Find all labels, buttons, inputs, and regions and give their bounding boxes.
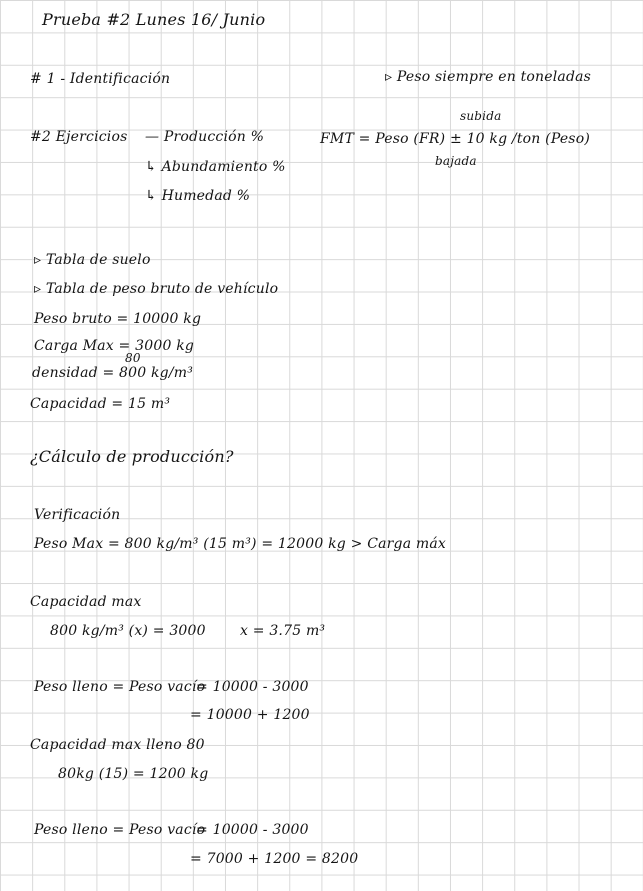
capacidad-max-2-line: 80kg (15) = 1200 kg — [58, 766, 209, 782]
exercise-item-produccion: — Producción % — [145, 129, 265, 145]
fmt-subida-label: subida — [460, 109, 502, 123]
peso-lleno-2-left: Peso lleno = Peso vacío — [34, 822, 206, 838]
capacidad-max-title: Capacidad max — [30, 594, 142, 610]
capacidad-max-result: x = 3.75 m³ — [240, 623, 326, 639]
peso-lleno-1-rhs1: = 10000 - 3000 — [196, 679, 309, 695]
peso-lleno-2-rhs1: = 10000 - 3000 — [196, 822, 309, 838]
exercise-item-abundamiento: ↳ Abundamiento % — [145, 159, 286, 175]
peso-lleno-1-rhs2: = 10000 + 1200 — [190, 707, 310, 723]
fmt-formula: FMT = Peso (FR) ± 10 kg /ton (Peso) — [320, 131, 590, 147]
table-item-peso-bruto: ▹ Tabla de peso bruto de vehículo — [34, 281, 279, 297]
spec-density-correction: 80 — [125, 351, 141, 365]
capacidad-max-equation: 800 kg/m³ (x) = 3000 — [50, 623, 206, 639]
spec-capacidad: Capacidad = 15 m³ — [30, 396, 171, 412]
production-question: ¿Cálculo de producción? — [30, 447, 234, 466]
page-title: Prueba #2 Lunes 16/ Junio — [42, 10, 266, 29]
exercise-item-humedad: ↳ Humedad % — [145, 188, 251, 204]
spec-peso-bruto: Peso bruto = 10000 kg — [34, 311, 202, 327]
peso-lleno-1-left: Peso lleno = Peso vacío — [34, 679, 206, 695]
peso-lleno-2-rhs2: = 7000 + 1200 = 8200 — [190, 851, 359, 867]
spec-carga-max: Carga Max = 3000 kg — [34, 338, 195, 354]
fmt-bajada-label: bajada — [435, 154, 477, 168]
capacidad-max-2-title: Capacidad max lleno 80 — [30, 737, 205, 753]
table-item-suelo: ▹ Tabla de suelo — [34, 252, 151, 268]
tonnage-note: ▹ Peso siempre en toneladas — [385, 69, 592, 85]
section-2-label: #2 Ejercicios — [30, 129, 128, 145]
spec-densidad: densidad = 800 kg/m³ — [32, 365, 194, 381]
section-1-label: # 1 - Identificación — [30, 71, 171, 87]
verification-line: Peso Max = 800 kg/m³ (15 m³) = 12000 kg > Carga máx — [34, 536, 447, 552]
verification-title: Verificación — [34, 507, 121, 523]
